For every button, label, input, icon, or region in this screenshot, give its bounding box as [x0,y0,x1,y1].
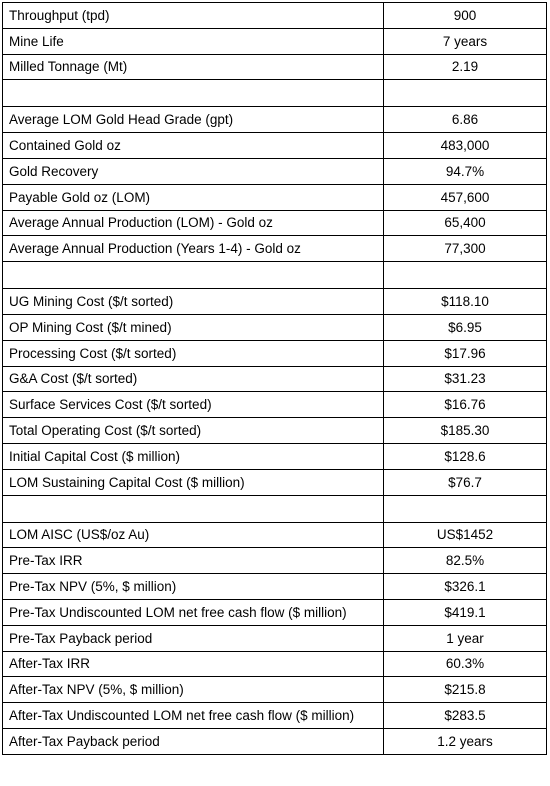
row-value: 2.19 [384,54,547,80]
row-label: Milled Tonnage (Mt) [3,54,384,80]
row-value [384,495,547,522]
row-value: 1.2 years [384,728,547,754]
table-row [3,677,547,703]
spacer-row [3,262,547,289]
row-value: $17.96 [384,340,547,366]
table-row [3,158,547,184]
table-row [3,599,547,625]
row-value: $419.1 [384,599,547,625]
row-value: $215.8 [384,677,547,703]
table-row [3,107,547,133]
row-value: 94.7% [384,158,547,184]
row-label: Processing Cost ($/t sorted) [3,340,384,366]
table-row [3,522,547,548]
row-label: LOM Sustaining Capital Cost ($ million) [3,469,384,495]
table-row [3,418,547,444]
table-row [3,392,547,418]
row-label: After-Tax Undiscounted LOM net free cash flow ($ million) [3,703,384,729]
row-value: 82.5% [384,548,547,574]
spacer-row [3,495,547,522]
row-label: Average Annual Production (Years 1-4) - Gold oz [3,236,384,262]
row-value: $31.23 [384,366,547,392]
row-label: Initial Capital Cost ($ million) [3,443,384,469]
table-row [3,314,547,340]
table-row [3,54,547,80]
row-value: $128.6 [384,443,547,469]
row-value: 900 [384,3,547,29]
table-row [3,236,547,262]
row-label: OP Mining Cost ($/t mined) [3,314,384,340]
row-value [384,80,547,107]
row-label: After-Tax NPV (5%, $ million) [3,677,384,703]
table-row [3,289,547,315]
row-label: After-Tax Payback period [3,728,384,754]
row-value: 457,600 [384,184,547,210]
row-value: $118.10 [384,289,547,315]
row-label: Pre-Tax IRR [3,548,384,574]
row-label: Gold Recovery [3,158,384,184]
table-row [3,728,547,754]
table-row [3,574,547,600]
row-value: 65,400 [384,210,547,236]
row-value [384,262,547,289]
row-label: After-Tax IRR [3,651,384,677]
row-label [3,262,384,289]
table-row [3,703,547,729]
row-value: $6.95 [384,314,547,340]
table-row [3,3,547,29]
row-label [3,80,384,107]
row-value: $16.76 [384,392,547,418]
row-label: UG Mining Cost ($/t sorted) [3,289,384,315]
row-label: Throughput (tpd) [3,3,384,29]
row-value: 77,300 [384,236,547,262]
table-row [3,651,547,677]
row-value: US$1452 [384,522,547,548]
spacer-row [3,80,547,107]
table-row [3,469,547,495]
row-label: Payable Gold oz (LOM) [3,184,384,210]
row-value: $185.30 [384,418,547,444]
project-economics-table [2,2,547,755]
row-value: 1 year [384,625,547,651]
table-row [3,184,547,210]
row-value: 483,000 [384,133,547,159]
table-row [3,625,547,651]
row-label: LOM AISC (US$/oz Au) [3,522,384,548]
table-row [3,210,547,236]
table-row [3,340,547,366]
row-label: Mine Life [3,28,384,54]
row-label: Surface Services Cost ($/t sorted) [3,392,384,418]
row-value: 7 years [384,28,547,54]
row-label: Total Operating Cost ($/t sorted) [3,418,384,444]
row-label: G&A Cost ($/t sorted) [3,366,384,392]
table-row [3,28,547,54]
table-row [3,133,547,159]
row-label: Average LOM Gold Head Grade (gpt) [3,107,384,133]
row-value: 60.3% [384,651,547,677]
row-value: $326.1 [384,574,547,600]
row-label: Contained Gold oz [3,133,384,159]
row-value: 6.86 [384,107,547,133]
row-value: $76.7 [384,469,547,495]
row-label: Average Annual Production (LOM) - Gold oz [3,210,384,236]
table-row [3,548,547,574]
table-row [3,366,547,392]
table-row [3,443,547,469]
row-label: Pre-Tax Undiscounted LOM net free cash flow ($ million) [3,599,384,625]
table-body [3,3,547,755]
row-label [3,495,384,522]
row-value: $283.5 [384,703,547,729]
row-label: Pre-Tax NPV (5%, $ million) [3,574,384,600]
row-label: Pre-Tax Payback period [3,625,384,651]
